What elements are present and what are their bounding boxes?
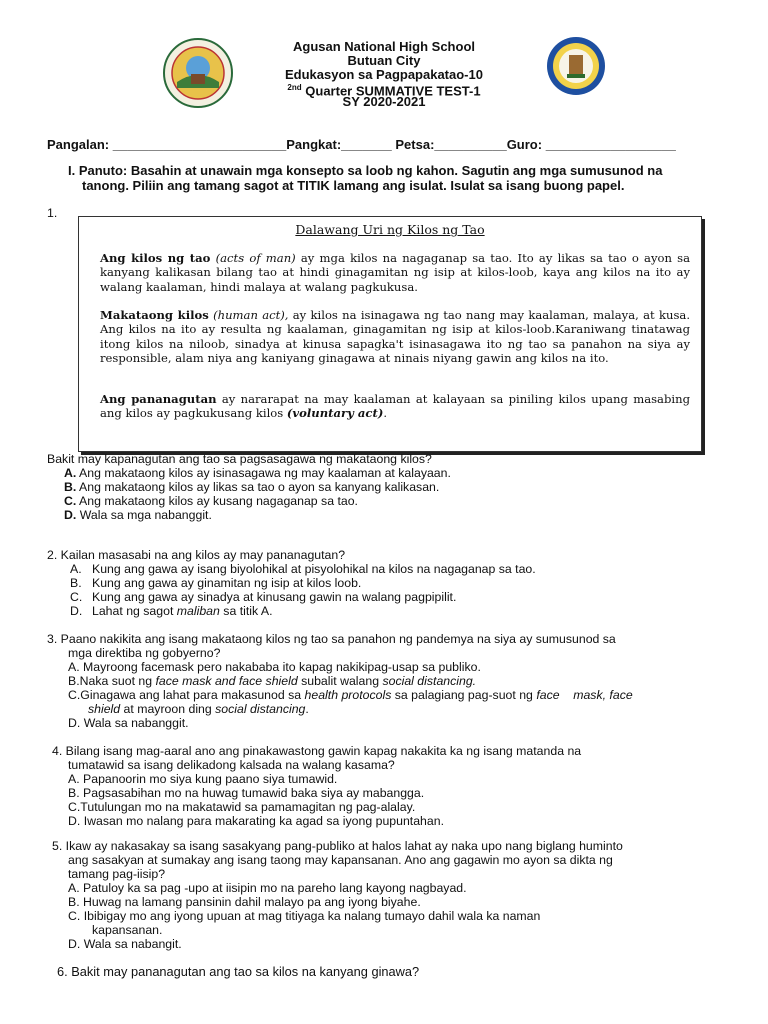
q3-option-c [68,689,633,703]
q5-option-c: C. Ibibigay mo ang iyong upuan at mag titiyaga ka nalang tumayo dahil wala ka naman [68,909,541,923]
option-text: Kung ang gawa ay isang biyolohikal at pisyolohikal na kilos na nagaganap sa tao. [92,562,536,576]
quarter-ordinal: 2nd [287,83,302,92]
school-name: Agusan National High School [292,39,475,54]
q1-option-b [64,481,439,495]
option-text: at mayroon ding [120,702,216,716]
question-3-line-1: 3. Paano nakikita ang isang makataong kilos ng tao sa panahon ng pandemya na siya ay sumusunod sa [47,632,616,646]
q1-option-d [64,509,212,523]
option-letter: A. [70,562,82,576]
q5-option-a: A. Patuloy ka sa pag -upo at iisipin mo na pareho lang kayong nagbayad. [68,881,467,895]
option-text-italic: shield [88,702,121,716]
q2-option-b [70,577,361,591]
q4-option-d: D. Iwasan mo nalang para makarating ka agad sa iyong pupuntahan. [68,814,444,828]
q1-option-a [64,467,451,481]
option-text: subalit walang [297,674,383,688]
city: Butuan City [347,53,421,68]
q4-option-c: C.Tutulungan mo na makatawid sa pamamagitan ng pag-alalay. [68,800,416,814]
q3-option-b [68,675,476,689]
paragraph-3-end: . [383,406,387,421]
option-text: Kung ang gawa ay ginamitan ng isip at kilos loob. [92,576,362,590]
option-text-italic: maliban [176,604,220,618]
item-number: 1. [47,206,58,220]
q3-option-c-continued [88,703,309,717]
question-5-line-2: ang sasakyan at sumakay ang isang taong may kapansanan. Ano ang gagawin mo ayon sa dikta ng [68,853,613,867]
option-text: . [305,702,309,716]
q2-option-c [70,591,456,605]
paragraph-3-text: ay nararapat na may kaalaman at kalayaan sa piniling kilos upang masabing ang kilos ay pagkukusang kilos [100,392,690,421]
q5-option-c-continued: kapansanan. [92,923,163,937]
concept-paragraph-3 [100,392,690,421]
q4-option-a: A. Papanoorin mo siya kung paano siya tumawid. [68,772,338,786]
option-text-italic: health protocols [304,688,392,702]
option-letter: C. [70,590,83,604]
option-text: Ang makataong kilos ay likas sa tao o ayon sa kanyang kalikasan. [76,480,440,494]
question-3-line-2: mga direktiba ng gobyerno? [68,646,221,660]
option-text: B.Naka suot ng [68,674,156,688]
option-text: Lahat ng sagot [92,604,177,618]
quarter-text: Quarter SUMMATIVE TEST-1 [301,83,481,99]
instructions [68,163,728,193]
q5-option-b: B. Huwag na lamang pansinin dahil malayo pa ang iyong biyahe. [68,895,421,909]
paragraph-2-text: ay kilos na isinagawa ng tao nang may kaalaman, malaya, at kusa. Ang kilos na ito ay resulta ng kaalaman, ginagamitan ng isip at kilos-loob.Karaniwang tinatawag itong kilos na niloob, sinadya at kinusa sapagka't isinasagawa ito ng tao sa panahon na siya ay responsible, alam niya ang kaniyang ginagawa at ninais niyang gawin ang kilos na ito. [100,308,691,366]
question-4-line-2: tumatawid sa isang delikadong kalsada na walang kasama? [68,758,395,772]
option-letter: D. [64,508,77,522]
option-text-italic: social distancing [215,702,306,716]
q5-option-d: D. Wala sa nabangit. [68,937,182,951]
option-text-italic: face mask and face shield [155,674,298,688]
subject: Edukasyon sa Pagpapakatao-10 [285,67,483,82]
option-text: Wala sa mga nabanggit. [76,508,212,522]
question-2: 2. Kailan masasabi na ang kilos ay may pananagutan? [47,548,346,562]
q2-option-a [70,563,536,577]
concept-box-title: Dalawang Uri ng Kilos ng Tao [295,222,485,237]
term-human-act-en: (human act), [213,308,289,322]
school-year: SY 2020-2021 [342,94,426,109]
instructions-line-1: I. Panuto: Basahin at unawain mga konsepto sa loob ng kahon. Sagutin ang mga sumusunod na [68,163,663,178]
option-text: C.Ginagawa ang lahat para makasunod sa [68,688,305,702]
question-6: 6. Bakit may pananagutan ang tao sa kilos na kanyang ginawa? [57,964,420,979]
question-5-line-1: 5. Ikaw ay nakasakay sa isang sasakyang pang-publiko at halos lahat ay naka upo nang biglang huminto [52,839,623,853]
option-text-end: sa titik A. [219,604,273,618]
option-text: sa palagiang pag-suot ng [391,688,537,702]
term-pananagutan: Ang pananagutan [100,392,217,406]
q4-option-b: B. Pagsasabihan mo na huwag tumawid baka siya ay mabangga. [68,786,425,800]
option-text: Kung ang gawa ay sinadya at kinusang gawin na walang pagpipilit. [92,590,457,604]
instructions-line-2: tanong. Piliin ang tamang sagot at TITIK lamang ang isulat. Isulat sa isang buong papel. [82,178,625,193]
term-human-act: Makataong kilos [100,308,209,322]
option-letter: B. [70,576,82,590]
concept-paragraph-2 [100,308,690,366]
question-4-line-1: 4. Bilang isang mag-aaral ano ang pinakawastong gawin kapag nakakita ka ng isang matanda na [52,744,582,758]
option-text-italic: social distancing. [382,674,477,688]
q3-option-a: A. Mayroong facemask pero nakababa ito kapag nakikipag-usap sa publiko. [68,660,481,674]
term-voluntary-act: (voluntary act) [286,406,384,421]
option-letter: B. [64,480,77,494]
option-text-italic: face mask, face [536,688,633,702]
question-5-line-3: tamang pag-iisip? [68,867,166,881]
question-1: Bakit may kapanagutan ang tao sa pagsasagawa ng makataong kilos? [47,452,432,466]
option-letter: A. [64,466,77,480]
concept-box [78,216,702,452]
concept-paragraph-1 [100,251,690,294]
option-letter: D. [70,604,83,618]
paragraph-1-text: ay mga kilos na nagaganap sa tao. Ito ay likas sa tao o ayon sa kanyang kalikasan bilang tao at hindi ginagamitan ng isip at kilos-loob, kaya ang kilos na ito ay walang kaalaman, hindi malaya at walang pagkukusa. [100,251,690,294]
option-text: Ang makataong kilos ay isinasagawa ng may kaalaman at kalayaan. [76,466,451,480]
option-text: Ang makataong kilos ay kusang nagaganap sa tao. [76,494,358,508]
student-info-line: Pangalan: ________________________Pangkat:_______ Petsa:__________Guro: __________________ [47,137,676,152]
term-acts-of-man: Ang kilos ng tao [100,251,211,265]
term-acts-of-man-en: (acts of man) [215,251,296,265]
q3-option-d: D. Wala sa nabanggit. [68,716,189,730]
option-letter: C. [64,494,77,508]
q1-option-c [64,495,358,509]
q2-option-d [70,605,273,619]
